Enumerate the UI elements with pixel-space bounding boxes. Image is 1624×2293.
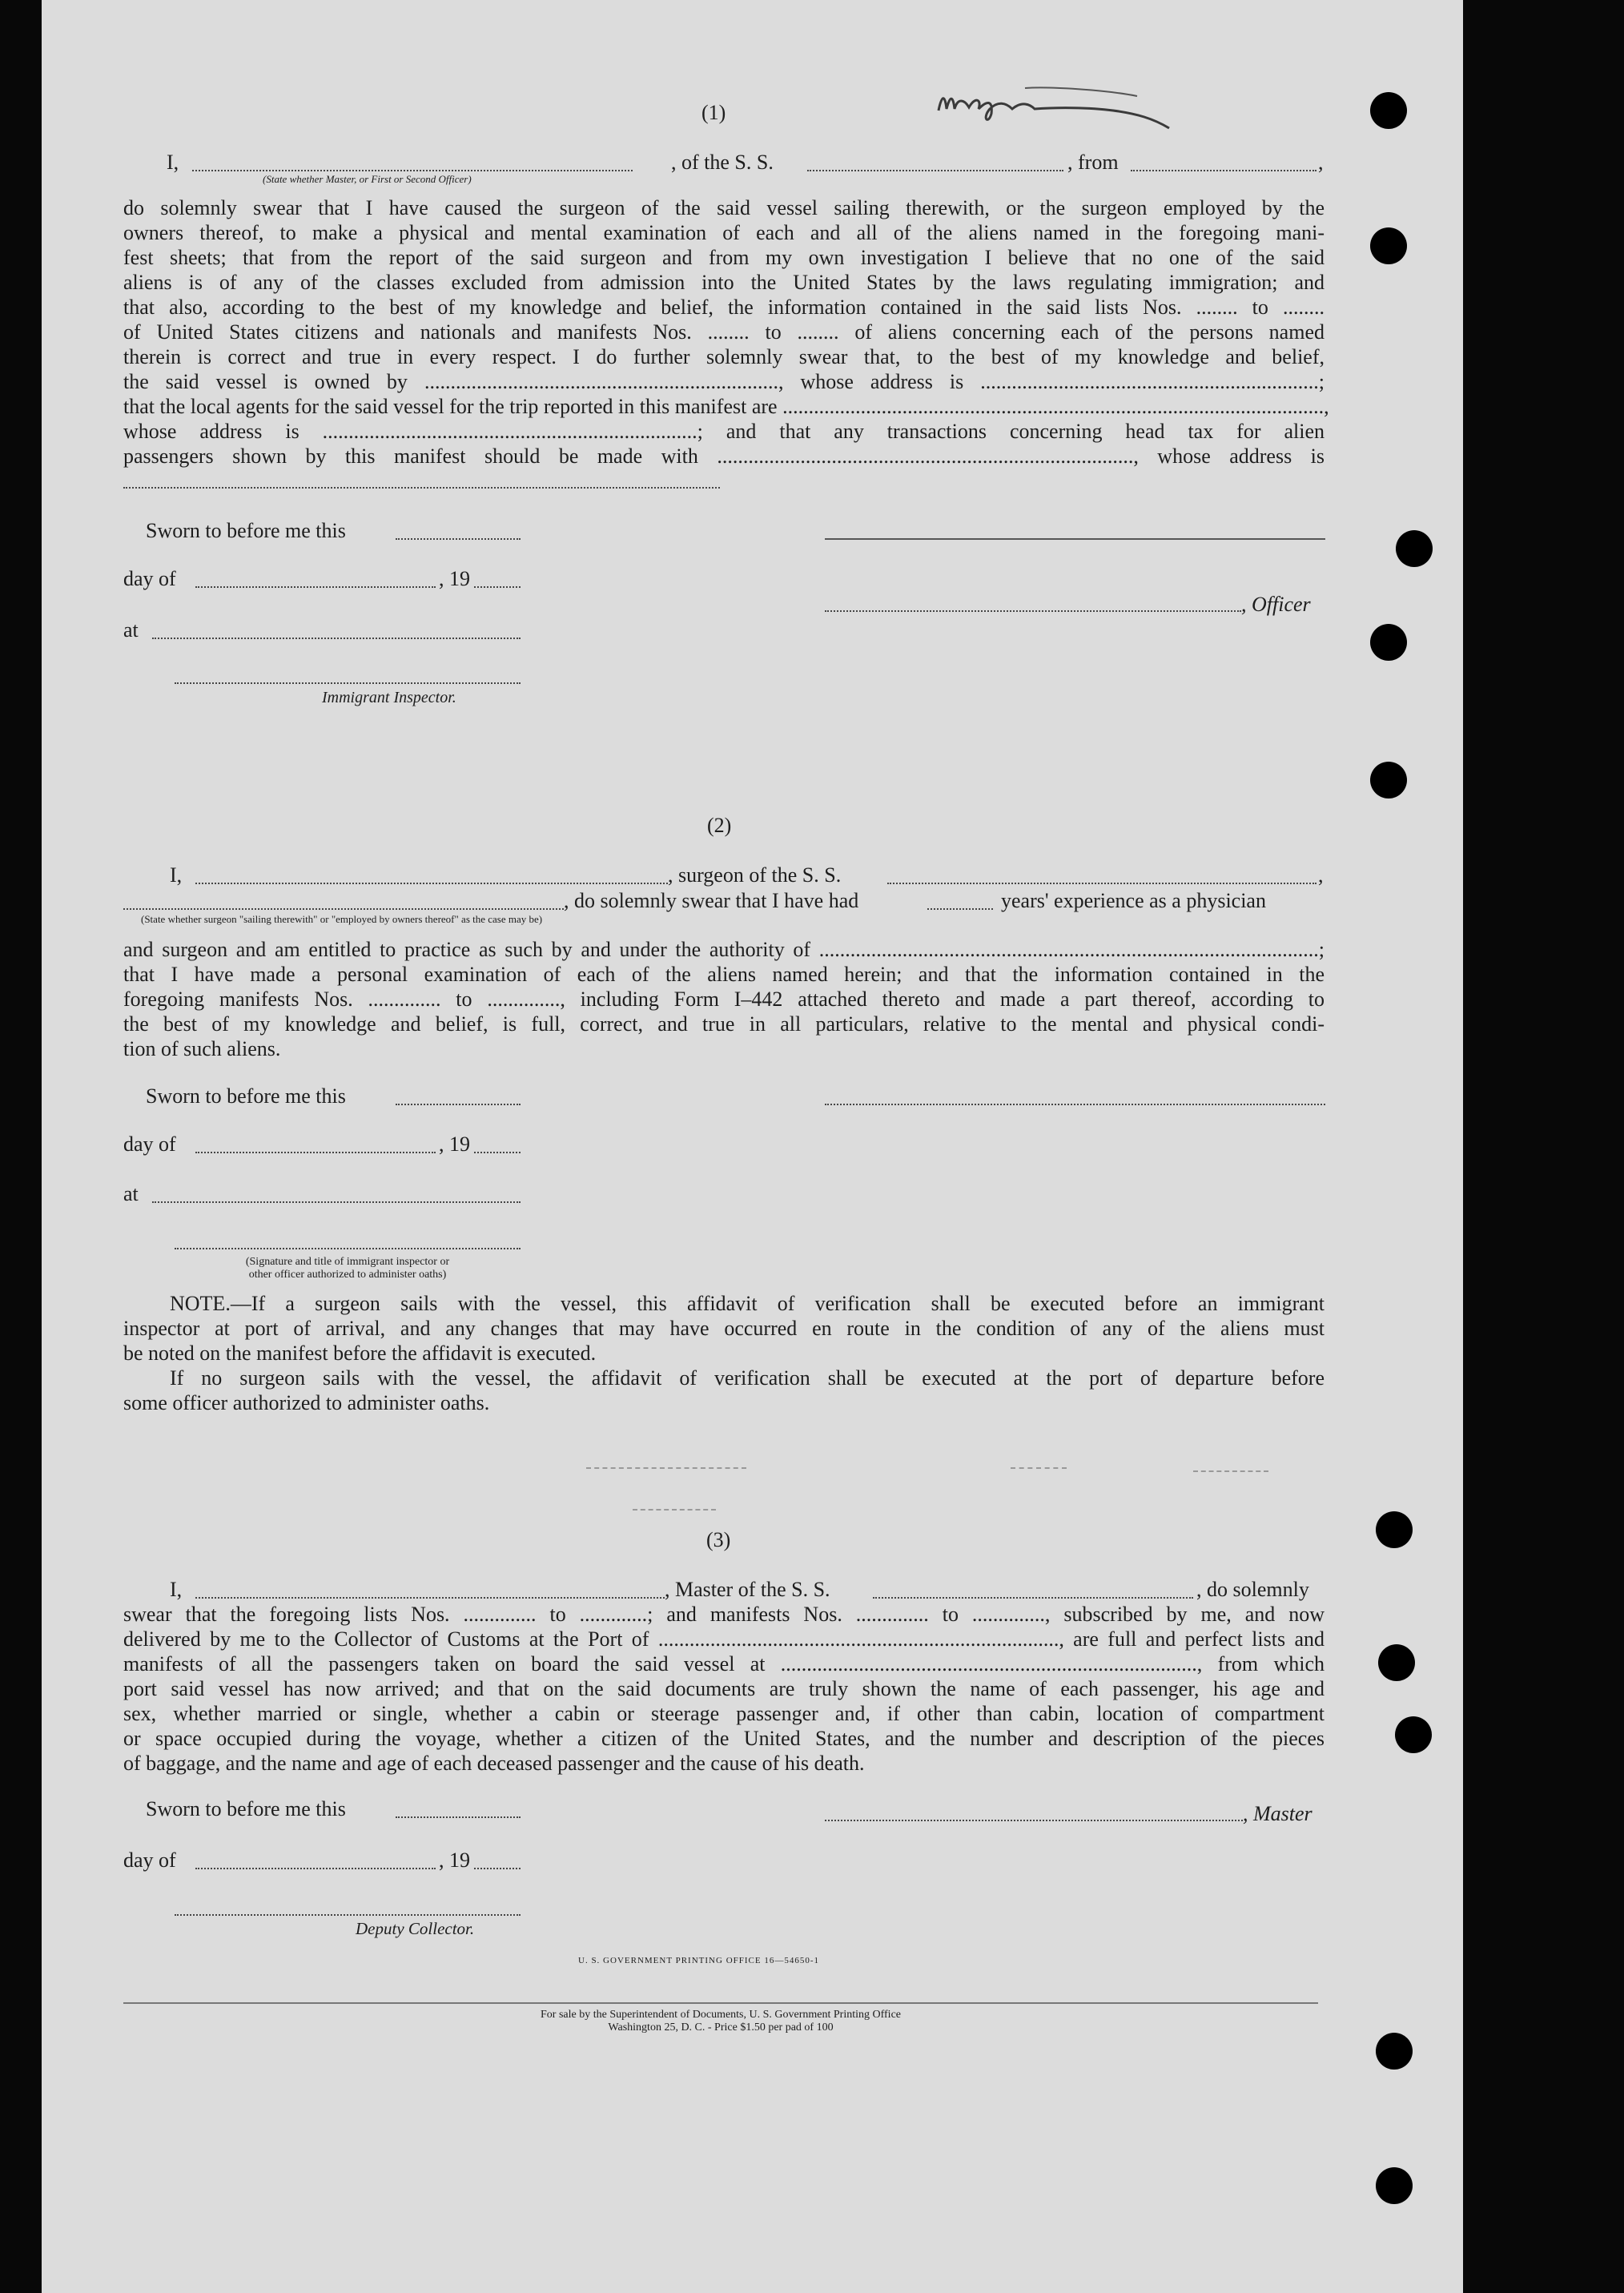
surgeon-status-caption: (State whether surgeon "sailing therewith" or "employed by owners thereof" as the case may be) xyxy=(141,913,543,925)
signature-line xyxy=(825,538,1325,540)
sworn-label: Sworn to before me this xyxy=(146,1084,346,1108)
handwritten-signature xyxy=(929,72,1201,144)
year-blank xyxy=(474,1868,521,1869)
solemnly-swear-label: , do solemnly swear that I have had xyxy=(564,889,859,912)
comma: , xyxy=(1318,151,1324,174)
sworn-label: Sworn to before me this xyxy=(146,519,346,542)
address-blank xyxy=(123,487,720,489)
year-blank xyxy=(474,586,521,588)
surgeon-status-blank xyxy=(123,908,564,910)
day-of-label: day of xyxy=(123,567,176,590)
footer-rule xyxy=(123,2002,1318,2004)
punch-hole xyxy=(1395,1716,1432,1753)
of-the-ss-label: , of the S. S. xyxy=(671,151,774,174)
faint-mark xyxy=(633,1509,716,1511)
surgeon-of-ss-label: , surgeon of the S. S. xyxy=(668,863,842,887)
signature-line xyxy=(825,1104,1325,1105)
section-3-i: I, xyxy=(170,1578,183,1601)
month-blank xyxy=(195,1868,436,1869)
month-blank xyxy=(195,586,436,588)
punch-hole xyxy=(1370,624,1407,661)
vessel-name-blank xyxy=(807,170,1063,171)
punch-hole xyxy=(1370,762,1407,799)
signature-caption: other officer authorized to administer oaths) xyxy=(248,1269,447,1281)
sworn-day-blank xyxy=(396,1104,521,1105)
officer-signature-line xyxy=(175,1248,521,1249)
section-2-body: and surgeon and am entitled to practice as such by and under the authority of ................................................................................................; that I have made a personal examination of each of the aliens named herein; and that the information contained in the foregoing manifests Nos. .............. to .............., including Form I–442 attached thereto and made a part thereof, according to the best of my knowledge and belief, is full, correct, and true in all particulars, relative to the mental and physical condi- tion of such aliens. xyxy=(123,938,1325,1060)
master-name-blank xyxy=(195,1597,665,1599)
surgeon-name-blank xyxy=(195,883,668,884)
faint-mark xyxy=(586,1467,746,1469)
section-1-number: (1) xyxy=(701,101,726,124)
faint-mark xyxy=(1011,1467,1067,1469)
master-of-ss-label: , Master of the S. S. xyxy=(665,1578,830,1601)
year-blank xyxy=(474,1152,521,1153)
officer-title-caption: (State whether Master, or First or Second Officer) xyxy=(263,173,472,185)
section-3-body: swear that the foregoing lists Nos. .............. to .............; and manifests Nos. .............. to .............., subscribed by me, and now delivered by me to the Collector of Customs at the Port of ............................................................................., are full and perfect lists and manifests of all the passengers taken on board the said vessel at ................................................................................, from which port said vessel has now arrived; and that on the said documents are truly shown the name of each passenger, his age and sex, whether married or single, whether a cabin or steerage passenger and, if other than cabin, location of compartment or space occupied during the voyage, whether a citizen of the United States, and the number and description of the pieces of baggage, and the name and age of each deceased passenger and the cause of his death. xyxy=(123,1603,1325,1775)
year-label: , 19 xyxy=(439,1132,470,1156)
punch-hole xyxy=(1370,227,1407,264)
month-blank xyxy=(195,1152,436,1153)
do-solemnly-label: , do solemnly xyxy=(1196,1578,1309,1601)
sale-notice: For sale by the Superintendent of Documents, U. S. Government Printing Office xyxy=(541,2009,901,2021)
comma: , xyxy=(1318,863,1324,887)
year-label: , 19 xyxy=(439,1848,470,1872)
collector-signature-line xyxy=(175,1914,521,1916)
section-1-i: I, xyxy=(167,151,179,174)
day-of-label: day of xyxy=(123,1848,176,1872)
punch-hole xyxy=(1378,1644,1415,1681)
section-2-i: I, xyxy=(170,863,183,887)
punch-hole xyxy=(1376,2167,1413,2204)
deputy-collector-label: Deputy Collector. xyxy=(356,1919,475,1938)
from-port-blank xyxy=(1131,170,1316,171)
day-of-label: day of xyxy=(123,1132,176,1156)
section-2-number: (2) xyxy=(707,814,732,837)
years-blank xyxy=(927,908,993,910)
vessel-name-blank-3 xyxy=(873,1597,1193,1599)
punch-hole xyxy=(1370,92,1407,129)
from-label: , from xyxy=(1067,151,1119,174)
sworn-label: Sworn to before me this xyxy=(146,1797,346,1820)
year-label: , 19 xyxy=(439,567,470,590)
master-label: , Master xyxy=(1243,1802,1312,1825)
section-3-number: (3) xyxy=(706,1528,731,1551)
section-1-body: do solemnly swear that I have caused the surgeon of the said vessel sailing therewith, or the surgeon employed by the owners thereof, to make a physical and mental examination of each and all of the aliens named in the foregoing mani- fest sheets; that from the report of the said surgeon and from my own investigation I believe that no one of the said aliens is of any of the classes excluded from admission into the United States by the laws regulating immigration; and that also, according to the best of my knowledge and belief, the information contained in the said lists Nos. ........ to ........ of United States citizens and nationals and manifests Nos. ........ to ........ of aliens concerning each of the persons named therein is correct and true in every respect. I do further solemnly swear that, to the best of my knowledge and belief, the said vessel is owned by ...................................................................., whose address is .................................................................; that the local agents for the said vessel for the trip reported in this manifest are ........................................................................................................, whose address is ........................................................................; and that any transactions concerning head tax for alien passengers shown by this manifest should be made with ................................................................................, whose address is xyxy=(123,196,1329,468)
gpo-imprint: U. S. GOVERNMENT PRINTING OFFICE 16—54650-1 xyxy=(578,1956,820,1965)
place-blank xyxy=(152,638,521,639)
master-signature-line xyxy=(825,1820,1243,1821)
punch-hole xyxy=(1376,2033,1413,2070)
officer-label: , Officer xyxy=(1241,593,1311,616)
vessel-name-blank-2 xyxy=(887,883,1316,884)
inspector-signature-line xyxy=(175,682,521,684)
officer-signature-line xyxy=(825,610,1241,612)
punch-hole xyxy=(1396,530,1433,567)
sworn-day-blank xyxy=(396,538,521,540)
signature-caption: (Signature and title of immigrant inspector or xyxy=(245,1256,450,1268)
immigrant-inspector-label: Immigrant Inspector. xyxy=(322,689,456,706)
note-paragraph: NOTE.—If a surgeon sails with the vessel, this affidavit of verification shall be executed before an immigrant inspector at port of arrival, and any changes that may have occurred en route in the condition of any of the aliens must be noted on the manifest before the affidavit is executed. If no surgeon sails with the vessel, the affidavit of verification shall be executed at the port of departure before some officer authorized to administer oaths. xyxy=(123,1292,1325,1414)
punch-hole xyxy=(1376,1511,1413,1548)
officer-title-blank xyxy=(192,170,633,171)
years-experience-label: years' experience as a physician xyxy=(1001,889,1266,912)
at-label: at xyxy=(123,1182,139,1205)
place-blank xyxy=(152,1201,521,1203)
at-label: at xyxy=(123,618,139,642)
faint-mark xyxy=(1193,1470,1268,1472)
sale-notice-address: Washington 25, D. C. - Price $1.50 per pad of 100 xyxy=(608,2021,834,2034)
sworn-day-blank xyxy=(396,1816,521,1818)
